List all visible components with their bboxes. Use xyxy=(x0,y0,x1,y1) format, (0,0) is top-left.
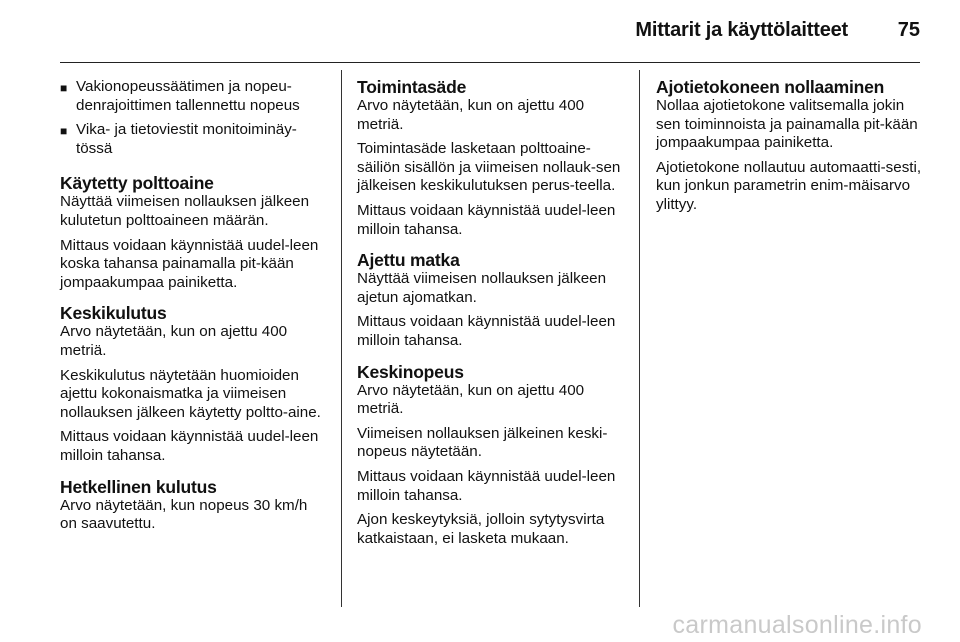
column-2 xyxy=(357,78,625,560)
paragraph: Arvo näytetään, kun on ajettu 400 metriä. xyxy=(357,381,585,418)
paragraph: Keskikulutus näytetään huomioiden ajettu kokonaismatka ja viimeisen nollauksen jälkeen käytetty poltto-aine. xyxy=(60,366,321,421)
column-divider xyxy=(639,70,640,607)
paragraph: Nollaa ajotietokone valitsemalla jokin sen toiminnoista ja painamalla pit-kään jompaakumpaa painiketta. xyxy=(656,97,918,152)
section-heading: Keskinopeus xyxy=(357,361,464,382)
paragraph: Mittaus voidaan käynnistää uudel-leen milloin tahansa. xyxy=(357,467,616,504)
paragraph: Arvo näytetään, kun on ajettu 400 metriä. xyxy=(60,323,288,359)
section-heading: Ajettu matka xyxy=(357,250,460,271)
section-trip-computer-reset xyxy=(656,78,926,215)
section-heading: Ajotietokoneen nollaaminen xyxy=(656,77,885,97)
paragraph: Arvo näytetään, kun nopeus 30 km/h on saavutettu. xyxy=(60,496,308,533)
column-1 xyxy=(60,78,328,546)
paragraph: Toimintasäde lasketaan polttoaine-säiliön sisällön ja viimeisen nollauk-sen jälkeisen keskikulutuksen perus-teella. xyxy=(357,140,621,195)
list-item xyxy=(60,78,328,115)
paragraph: Mittaus voidaan käynnistää uudel-leen milloin tahansa. xyxy=(357,313,616,349)
section-heading: Toimintasäde xyxy=(357,77,467,97)
section-used-fuel xyxy=(60,174,328,292)
paragraph: Arvo näytetään, kun on ajettu 400 metriä. xyxy=(357,97,585,133)
paragraph: Viimeisen nollauksen jälkeinen keski-nopeus näytetään. xyxy=(357,424,608,461)
section-heading: Käytetty polttoaine xyxy=(60,173,214,194)
paragraph: Ajotietokone nollautuu automaatti-sesti, kun jonkun parametrin enim-mäisarvo ylittyy. xyxy=(656,158,922,213)
section-average-consumption xyxy=(60,304,328,465)
section-heading: Keskikulutus xyxy=(60,303,167,324)
paragraph: Näyttää viimeisen nollauksen jälkeen kulutetun polttoaineen määrän. xyxy=(60,193,310,229)
bullet-text: Vakionopeussäätimen ja nopeu-denrajoittimen tallennettu nopeus xyxy=(76,78,300,114)
column-divider xyxy=(341,70,342,607)
paragraph: Mittaus voidaan käynnistää uudel-leen milloin tahansa. xyxy=(60,428,319,464)
paragraph: Näyttää viimeisen nollauksen jälkeen ajetun ajomatkan. xyxy=(357,270,607,306)
column-3 xyxy=(656,78,926,227)
page-header xyxy=(60,0,920,63)
paragraph: Ajon keskeytyksiä, jolloin sytytysvirta katkaistaan, ei lasketa mukaan. xyxy=(357,511,605,547)
section-range xyxy=(357,78,625,239)
paragraph: Mittaus voidaan käynnistää uudel-leen koska tahansa painamalla pit-kään jompaakumpaa painiketta. xyxy=(60,236,319,291)
bullet-square-icon: ■ xyxy=(60,81,68,95)
header-title: Mittarit ja käyttölaitteet xyxy=(635,19,848,41)
page-number: 75 xyxy=(897,19,920,41)
section-distance-travelled xyxy=(357,251,625,350)
section-average-speed xyxy=(357,363,625,549)
bullet-square-icon: ■ xyxy=(60,124,68,139)
list-item xyxy=(60,121,328,158)
bullet-text: Vika- ja tietoviestit monitoiminäy-tössä xyxy=(76,121,297,157)
section-heading: Hetkellinen kulutus xyxy=(60,476,217,497)
section-instant-consumption xyxy=(60,478,328,534)
paragraph: Mittaus voidaan käynnistää uudel-leen milloin tahansa. xyxy=(357,201,616,238)
watermark: carmanualsonline.info xyxy=(672,611,922,639)
